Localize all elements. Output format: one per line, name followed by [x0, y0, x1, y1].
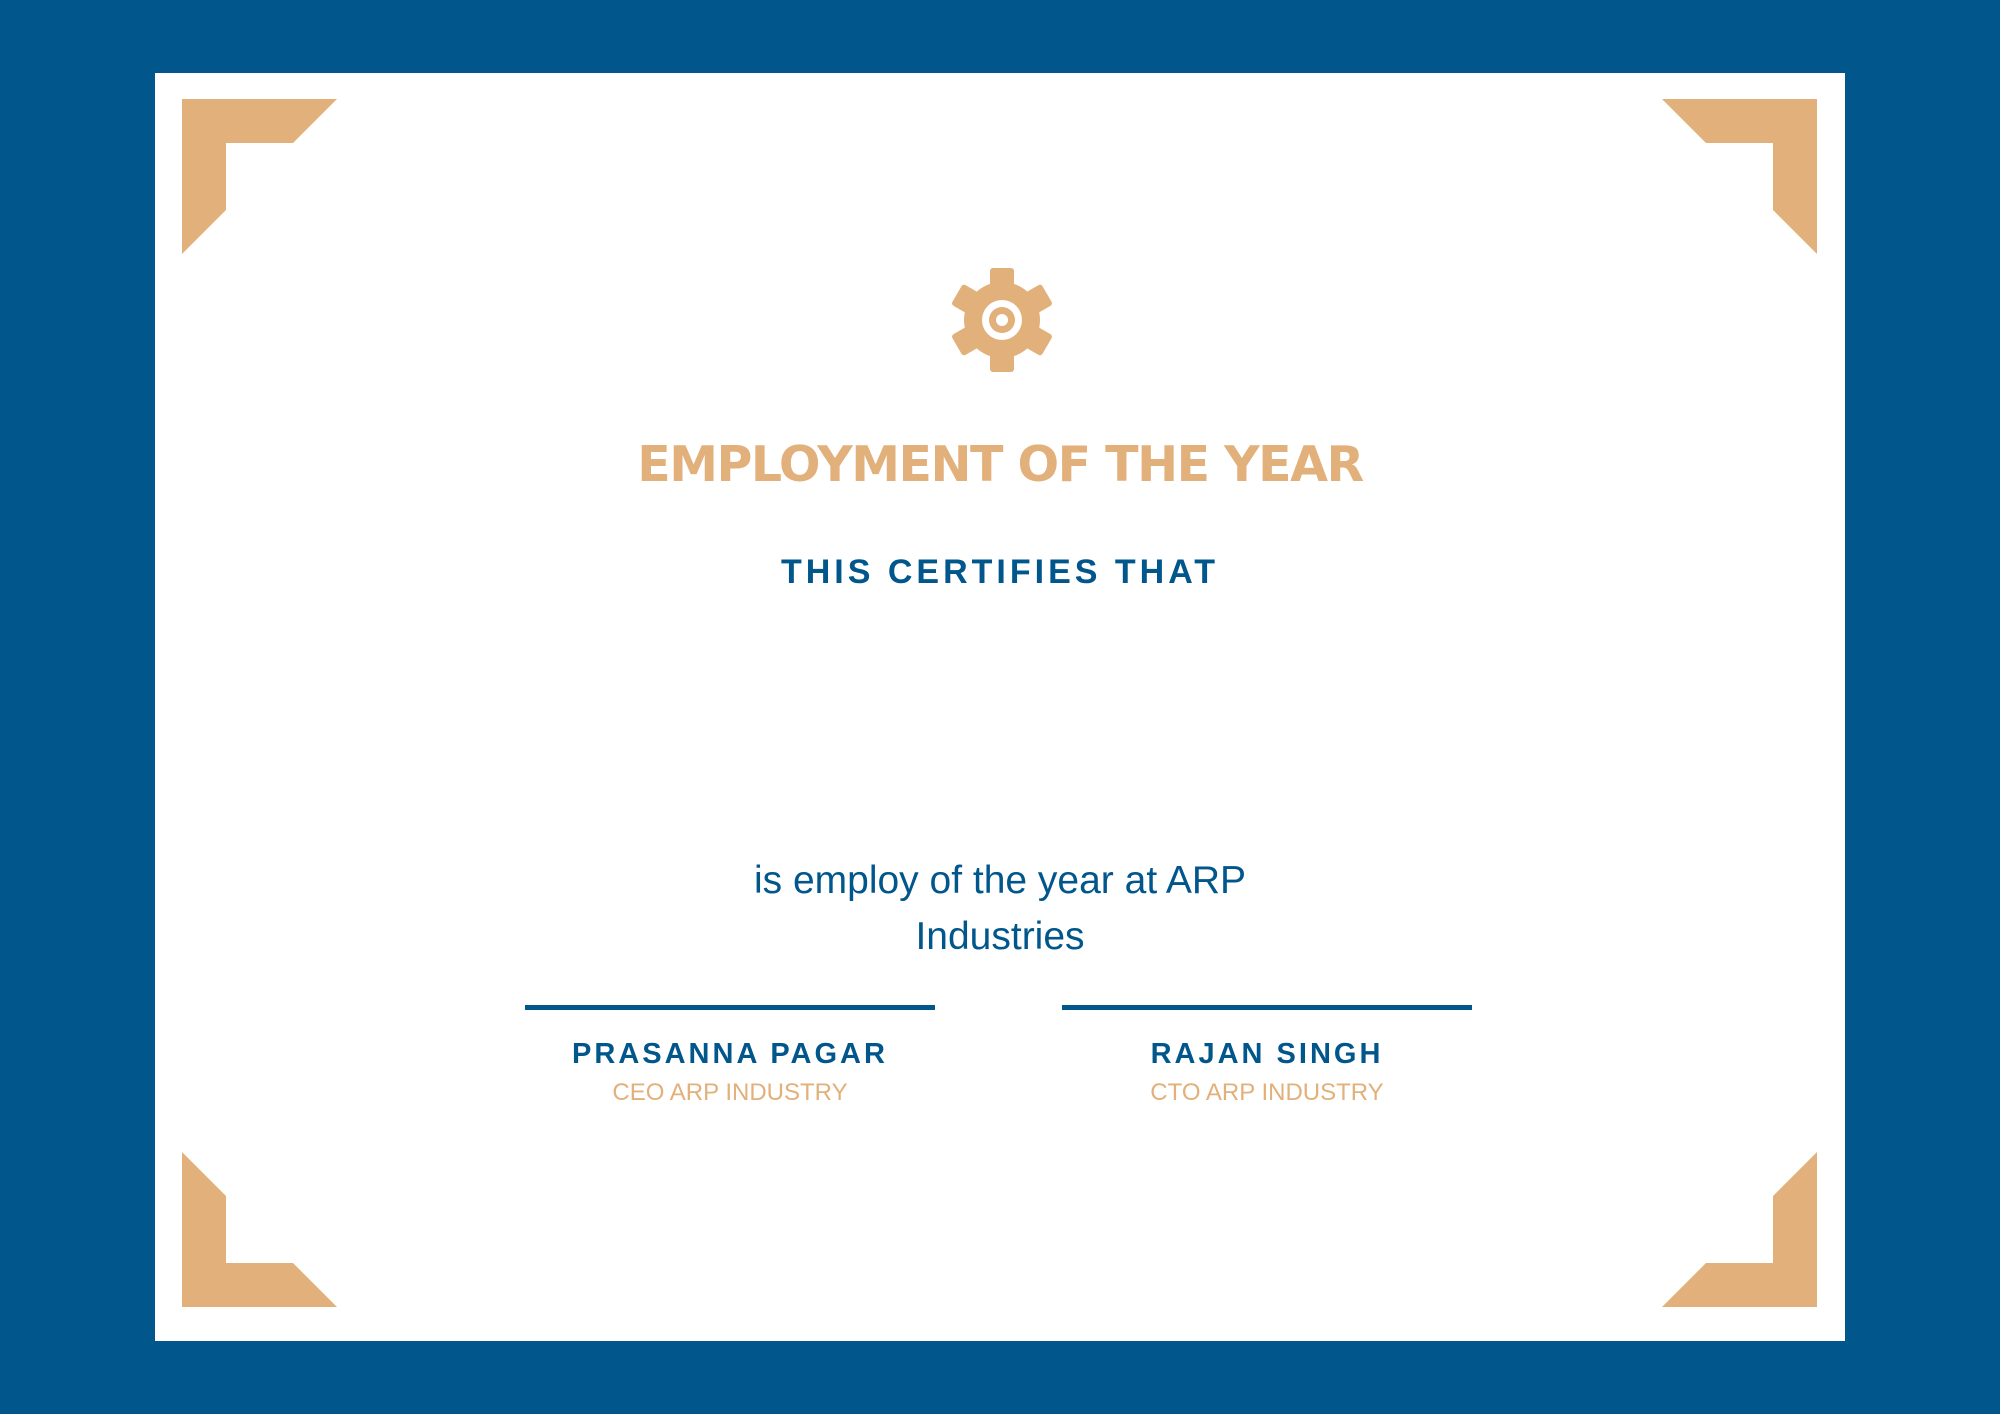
certificate-sheet — [155, 73, 1845, 1341]
corner-bracket-icon — [1662, 1152, 1817, 1307]
signature-line — [525, 1005, 935, 1010]
signature-block — [1062, 1005, 1472, 1110]
corner-bracket-icon — [182, 99, 337, 254]
certificate-title: EMPLOYMENT OF THE YEAR — [637, 436, 1363, 493]
gear-icon — [950, 268, 1054, 372]
corner-bracket-icon — [182, 1152, 337, 1307]
certificate-subtitle: THIS CERTIFIES THAT — [780, 553, 1220, 591]
signatory-role: CTO ARP INDUSTRY — [1150, 1079, 1384, 1106]
signatory-name: RAJAN SINGH — [1150, 1038, 1384, 1070]
signature-block — [525, 1005, 935, 1110]
signatory-role: CEO ARP INDUSTRY — [612, 1079, 848, 1106]
certificate-body — [155, 853, 1845, 965]
body-line: Industries — [915, 915, 1085, 958]
signature-line — [1062, 1005, 1472, 1010]
corner-bracket-icon — [1662, 99, 1817, 254]
body-line: is employ of the year at ARP — [753, 859, 1247, 902]
signatory-name: PRASANNA PAGAR — [572, 1038, 888, 1070]
